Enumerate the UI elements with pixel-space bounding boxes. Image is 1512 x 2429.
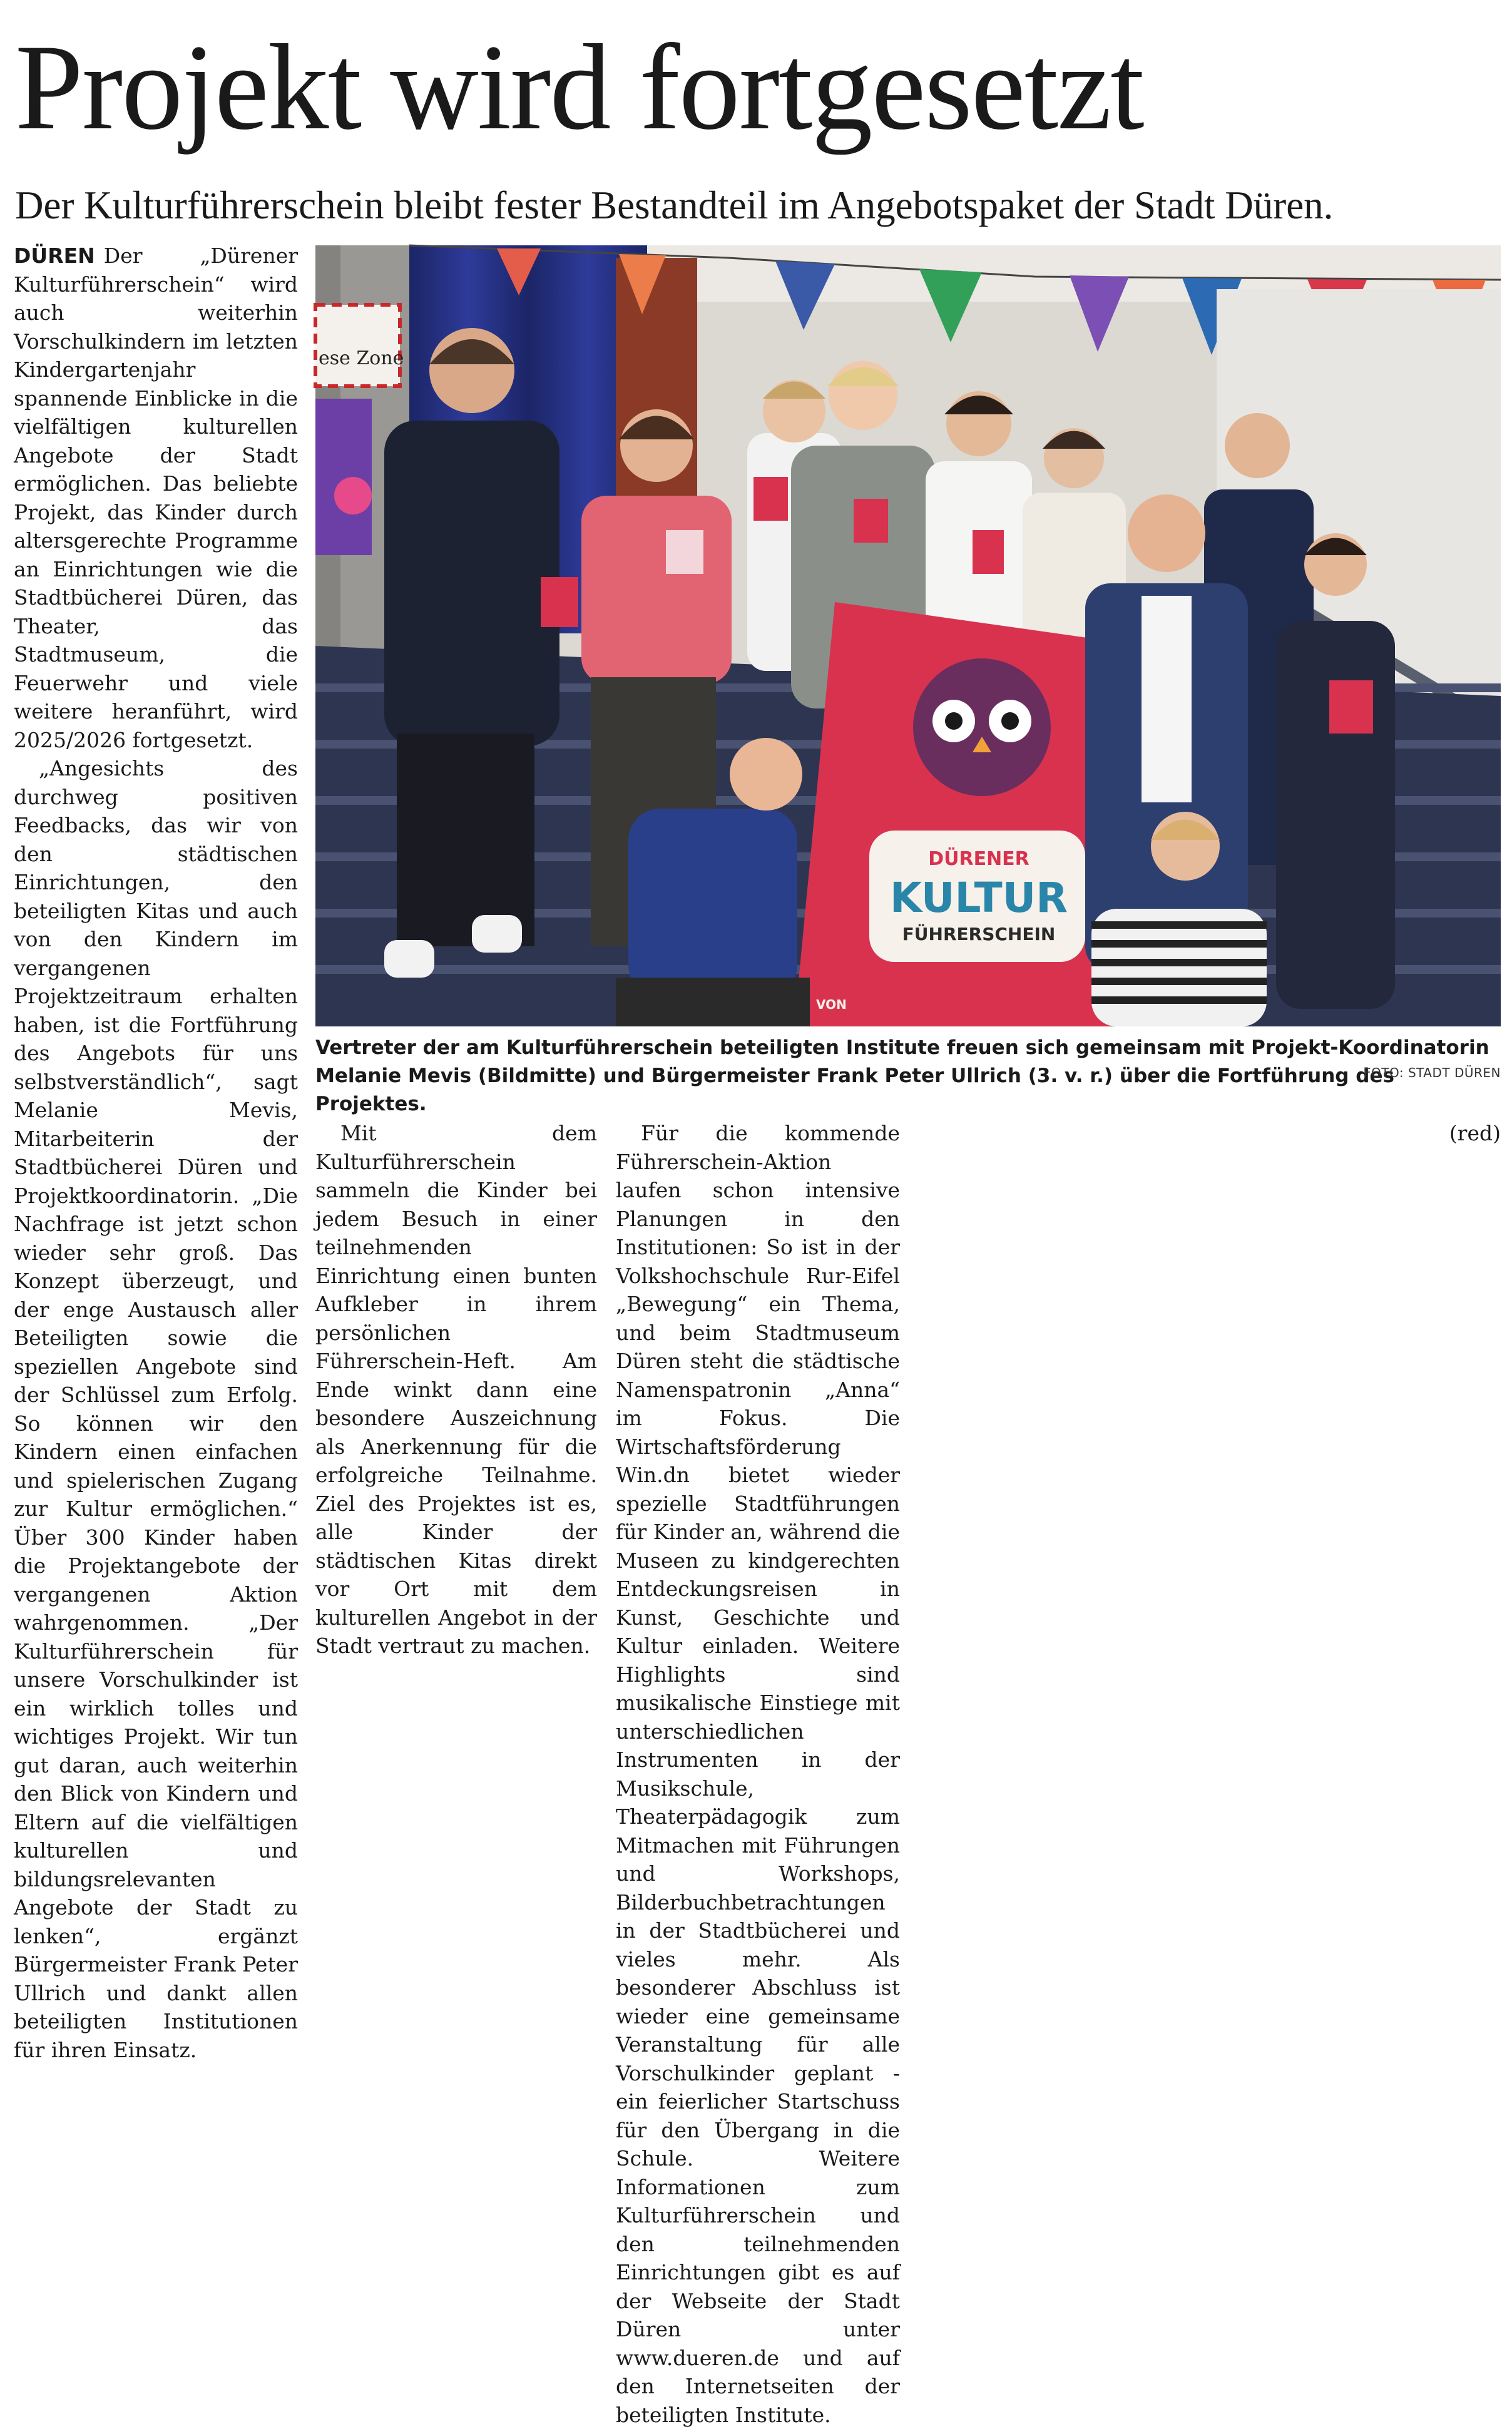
article-column-1 — [14, 242, 298, 2062]
article-column-2 — [315, 1119, 597, 1658]
poster — [794, 602, 1123, 1026]
paragraph-1-text: Der „Dürener Kulturführerschein“ wird auch weiterhin Vorschulkindern im letzten Kindergartenjahr spannende Einblicke in die vielfältigen kulturellen Angebote der Stadt ermöglichen. Das beliebte Projekt, das Kinder durch altersgerechte Programme an Einrichtungen wie die Stadtbücherei Düren, das Theater, das Stadtmuseum, die Feuerwehr und viele weitere heranführt, wird 2025/2026 fortgesetzt. — [14, 243, 298, 752]
booklet — [854, 499, 888, 543]
article-paragraph-3: Mit dem Kulturführerschein sammeln die Kinder bei jedem Besuch in einer teilnehmenden Einrichtung einen bunten Aufkleber in ihrem persönlichen Führerschein-Heft. Am Ende winkt dann eine besondere Auszeichnung als Anerkennung für die erfolgreiche Teilnahme. Ziel des Projektes ist es, alle Kinder der städtischen Kitas direkt vor Ort mit dem kulturellen Angebot in der Stadt vertraut zu machen. — [315, 1121, 597, 1658]
article-photo — [315, 245, 1501, 1026]
poster-line2: KULTUR — [889, 874, 1068, 922]
booklet — [973, 530, 1004, 574]
dateline: DÜREN — [14, 243, 95, 268]
signature: (red) — [1449, 1121, 1501, 1145]
photo-credit: FOTO: STADT DÜREN — [1364, 1065, 1501, 1080]
subheadline: Der Kulturführerschein bleibt fester Bestandteil im Angebotspaket der Stadt Düren. — [15, 183, 1334, 227]
poster-line1: DÜRENER — [928, 848, 1029, 870]
article-column-3 — [616, 1119, 900, 2427]
person — [384, 328, 559, 978]
poster-small-text: VON — [816, 997, 847, 1012]
booklet — [541, 577, 578, 627]
poster-line3: FÜHRERSCHEIN — [902, 924, 1056, 944]
booklet — [753, 477, 788, 521]
article-column-5 — [1218, 1119, 1501, 1595]
headline: Projekt wird fortgesetzt — [15, 19, 1143, 155]
article-column-4 — [917, 1119, 1202, 1595]
pillar-sign-text: ese Zone — [319, 347, 404, 369]
photo-caption: Vertreter der am Kulturführerschein beteiligten Institute freuen sich gemeinsam mit Projekt-Koordinatorin Melanie Mevis (Bildmitte) und Bürgermeister Frank Peter Ullrich (3. v. r.) über die Fortführung des Projektes. — [315, 1036, 1489, 1115]
article-paragraph-1 — [14, 242, 298, 754]
booklet — [666, 530, 703, 574]
pillar-poster — [315, 399, 372, 555]
article-paragraph-4: Für die kommende Führerschein-Aktion laufen schon intensive Planungen in den Institutionen: So ist in der Volkshochschule Rur-Eifel „Bewegung“ ein Thema, und beim Stadtmuseum Düren steht die städtische Namenspatronin „Anna“ im Fokus. Die Wirtschaftsförderung Win.dn bietet wieder spezielle Stadtführungen für Kinder an, während die Museen zu kindgerechten Entdeckungsreisen in Kunst, Geschichte und Kultur einladen. Weitere Highlights sind musikalische Einstiege mit unterschiedlichen Instrumenten in der Musikschule, Theaterpädagogik zum Mitmachen mit Führungen und Workshops, Bilderbuchbetrachtungen in der Stadtbücherei und vieles mehr. Als besonderer Abschluss ist wieder eine gemeinsame Veranstaltung für alle Vorschulkinder geplant - ein feierlicher Startschuss für den Übergang in die Schule. Weitere Informationen zum Kulturführerschein und den teilnehmenden Einrichtungen gibt es auf der Webseite der Stadt Düren unter www.dueren.de und auf den Internetseiten der beteiligten Institute. — [616, 1121, 900, 2427]
article-paragraph-2: „Angesichts des durchweg positiven Feedbacks, das wir von den städtischen Einrichtungen, den beteiligten Kitas und auch von den Kindern im vergangenen Projektzeitraum erhalten haben, ist die Fortführung des Angebots für uns selbstverständlich“, sagt Melanie Mevis, Mitarbeiterin der Stadtbücherei Düren und Projektkoordinatorin. „Die Nachfrage ist jetzt schon wieder sehr groß. Das Konzept überzeugt, und der enge Austausch aller Beteiligten sowie die speziellen Angebote sind der Schlüssel zum Erfolg. So können wir den Kindern einen einfachen und spielerischen Zugang zur Kultur ermöglichen.“ Über 300 Kinder haben die Projektangebote der vergangenen Aktion wahrgenommen. „Der Kulturführerschein für unsere Vorschulkinder ist ein wirklich tolles und wichtiges Projekt. Wir tun gut daran, auch weiterhin den Blick von Kindern und Eltern auf die vielfältigen kulturellen und bildungsrelevanten Angebote der Stadt zu lenken“, ergänzt Bürgermeister Frank Peter Ullrich und dankt allen beteiligten Institutionen für ihren Einsatz. — [14, 756, 298, 2062]
booklet — [1329, 680, 1373, 734]
pillar-sign — [315, 305, 400, 386]
